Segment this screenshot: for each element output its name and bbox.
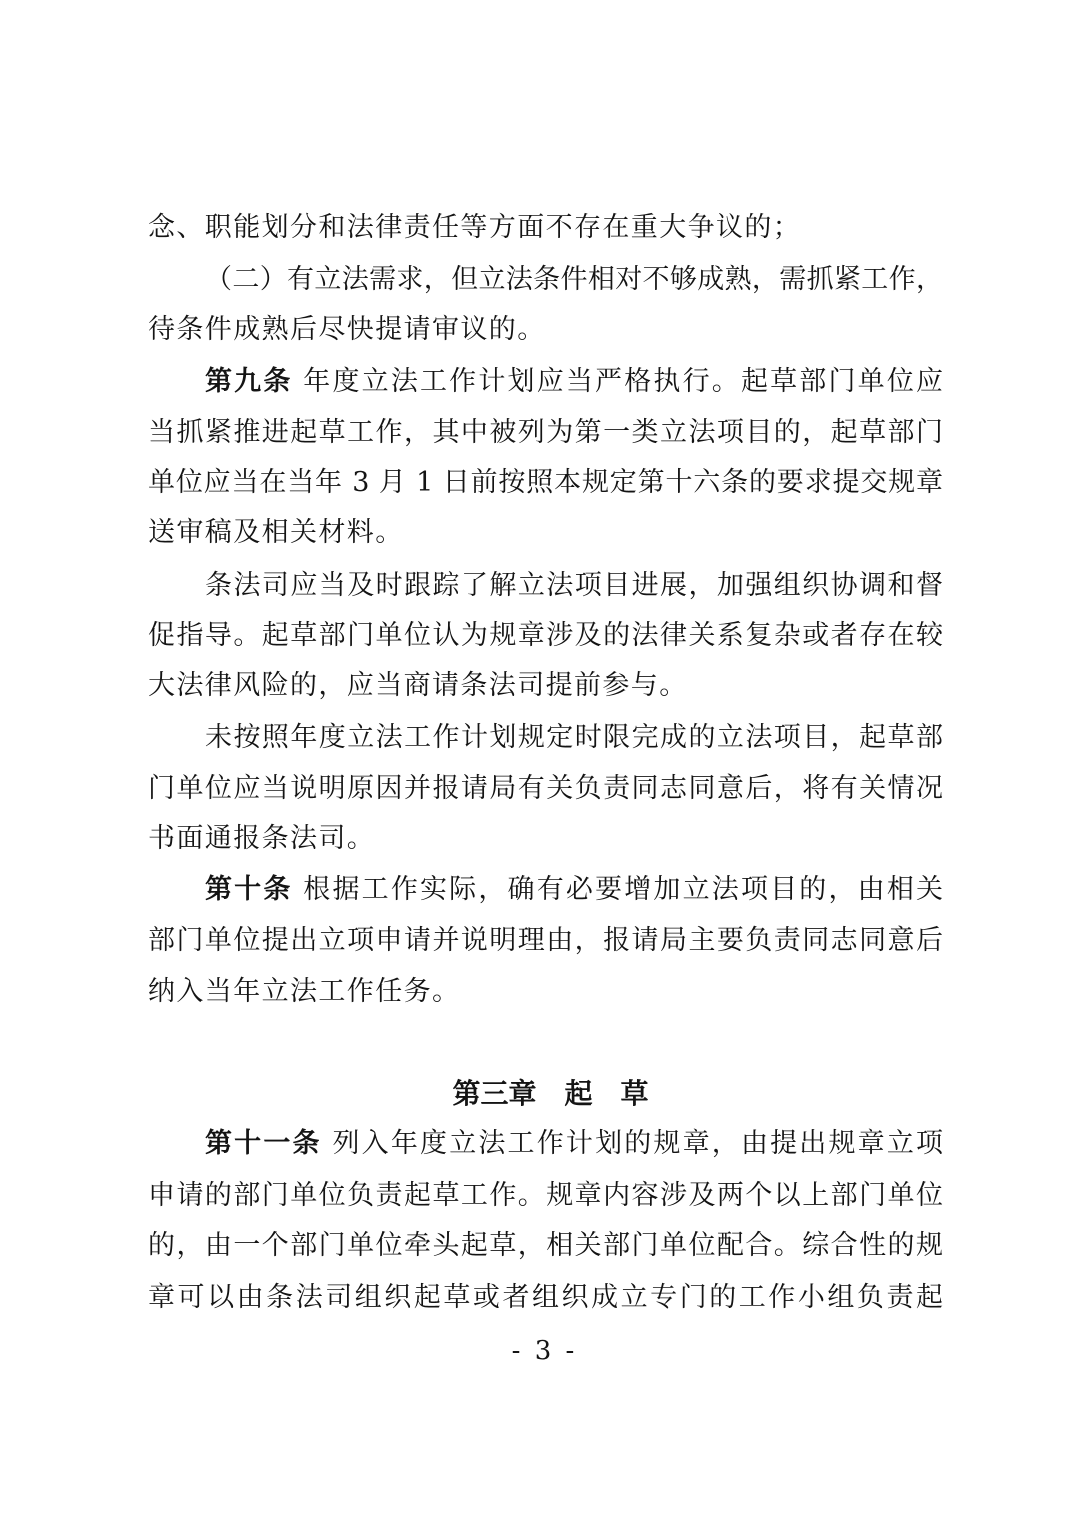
body-line	[148, 721, 943, 755]
body-line	[148, 263, 943, 297]
body-line	[148, 975, 943, 1009]
chapter-heading: 第三章 起 草	[452, 1077, 649, 1110]
line-text: 待条件成熟后尽快提请审议的。	[148, 314, 546, 345]
body-line	[148, 1229, 943, 1263]
line-text: 单位应当在当年 3 月 1 日前按照本规定第十六条的要求提交规章	[148, 467, 943, 498]
line-text: 的，由一个部门单位牵头起草，相关部门单位配合。综合性的规	[148, 1230, 943, 1261]
body-line	[148, 873, 943, 907]
article-label: 第十一条	[205, 1128, 322, 1159]
line-text: 送审稿及相关材料。	[148, 517, 404, 548]
line-text: 章可以由条法司组织起草或者组织成立专门的工作小组负责起	[148, 1282, 943, 1313]
body-line	[148, 466, 943, 500]
body-line	[148, 569, 943, 603]
body-line	[148, 772, 943, 806]
line-text: 当抓紧推进起草工作，其中被列为第一类立法项目的，起草部门	[148, 417, 943, 448]
line-text: 根据工作实际，确有必要增加立法项目的，由相关	[303, 874, 943, 905]
body-line	[148, 822, 943, 856]
line-text: 纳入当年立法工作任务。	[148, 976, 461, 1007]
line-text: 部门单位提出立项申请并说明理由，报请局主要负责同志同意后	[148, 925, 943, 956]
body-line	[148, 924, 943, 958]
body-line	[148, 619, 943, 653]
line-text: 未按照年度立法工作计划规定时限完成的立法项目，起草部	[205, 722, 943, 753]
body-line	[148, 1179, 943, 1213]
body-line	[148, 516, 943, 550]
line-text: 列入年度立法工作计划的规章，由提出规章立项	[332, 1128, 943, 1159]
body-line	[148, 416, 943, 450]
line-text: 门单位应当说明原因并报请局有关负责同志同意后，将有关情况	[148, 773, 943, 804]
line-text: （二）有立法需求，但立法条件相对不够成熟，需抓紧工作，	[205, 264, 943, 295]
body-line	[148, 365, 943, 399]
body-line	[148, 313, 943, 347]
body-line	[148, 1281, 943, 1315]
line-text: 促指导。起草部门单位认为规章涉及的法律关系复杂或者存在较	[148, 620, 943, 651]
line-text: 条法司应当及时跟踪了解立法项目进展，加强组织协调和督	[205, 570, 943, 601]
article-label: 第十条	[205, 874, 293, 905]
body-line	[148, 211, 943, 245]
body-line	[148, 669, 943, 703]
page-number: - 3 -	[511, 1336, 575, 1366]
line-text: 大法律风险的，应当商请条法司提前参与。	[148, 670, 688, 701]
article-label: 第九条	[205, 366, 293, 397]
line-text: 年度立法工作计划应当严格执行。起草部门单位应	[303, 366, 943, 397]
line-text: 书面通报条法司。	[148, 823, 376, 854]
line-text: 念、职能划分和法律责任等方面不存在重大争议的；	[148, 212, 802, 243]
body-line	[148, 1127, 943, 1161]
line-text: 申请的部门单位负责起草工作。规章内容涉及两个以上部门单位	[148, 1180, 943, 1211]
